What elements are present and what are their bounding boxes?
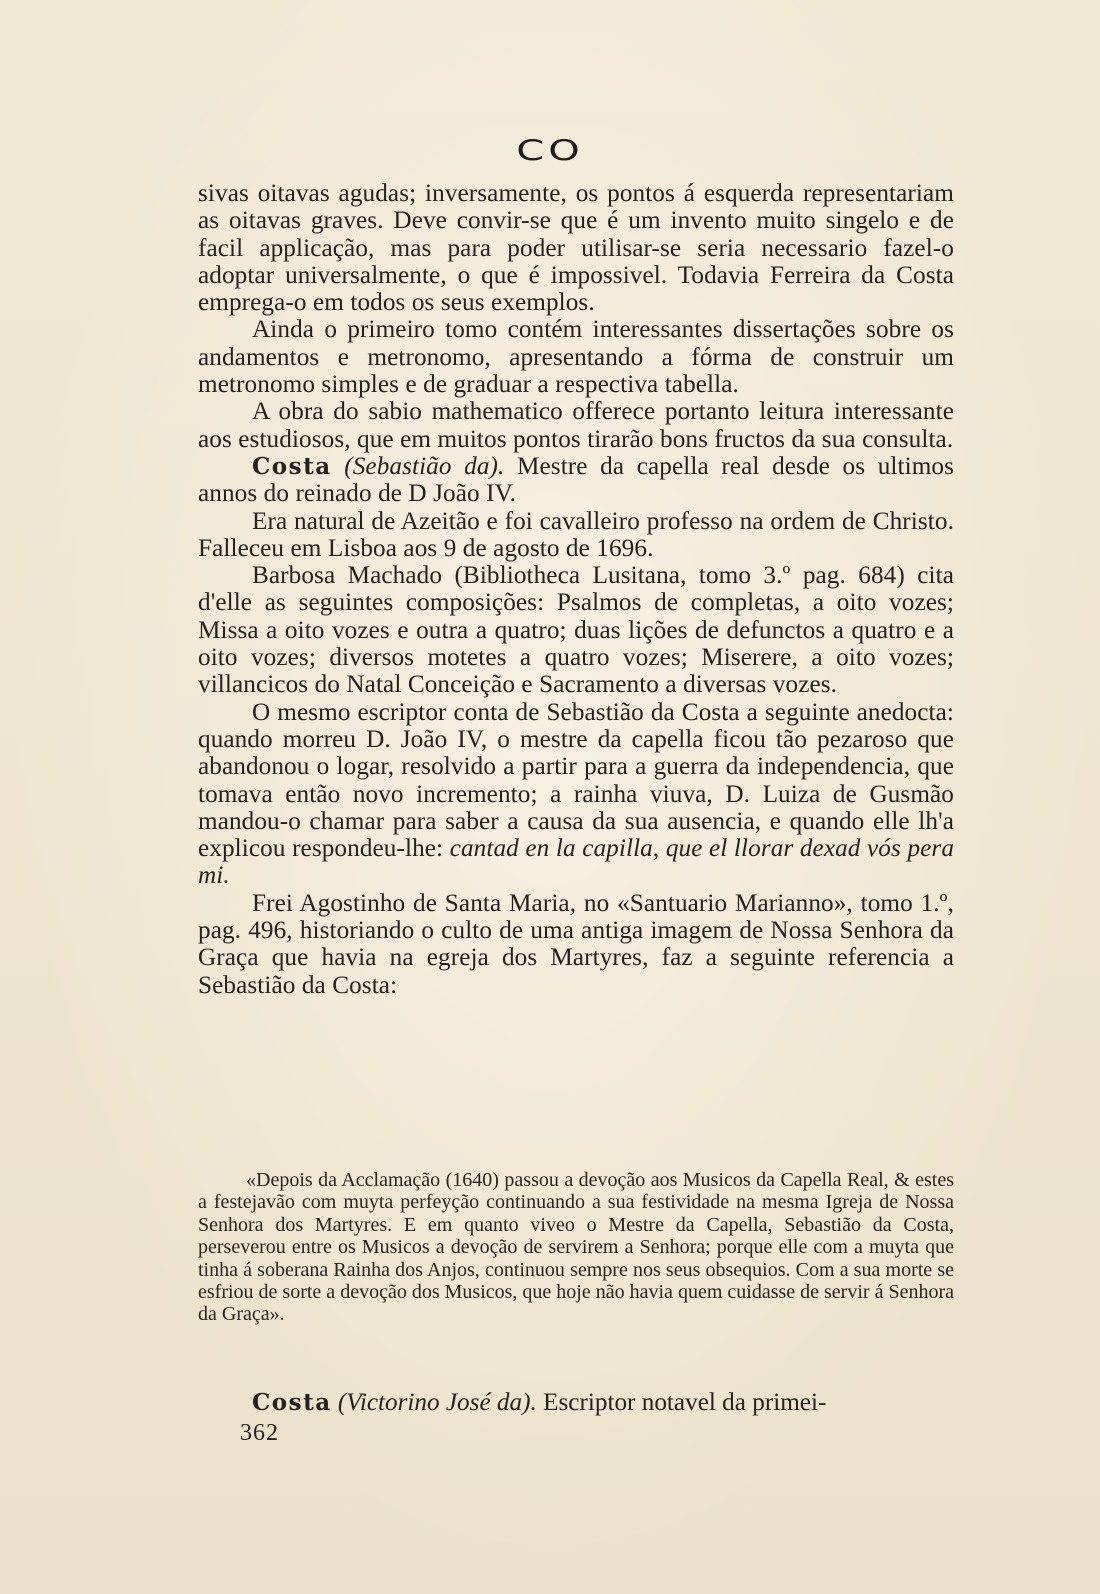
page-number: 362 (240, 1420, 279, 1446)
block-quote: «Depois da Acclamação (1640) passou a devoção aos Musicos da Capella Real, & estes a festejavão com muyta perfeyção continuando a sua festividade na mesma Igreja de Nossa Senhora dos Martyres. E em quanto viveo o Mestre da Capella, Sebastião da Costa, perseverou entre os Musicos a devoção de servirem a Senhora; porque elle com a muyta que tinha á soberana Rainha dos Anjos, continuou sempre nos seus obsequios. Com a sua morte se esfriou de sorte a devoção dos Musicos, que hoje não havia quem cuidasse de servir á Senhora da Graça». (198, 1169, 954, 1326)
paragraph-text: O mesmo escriptor conta de Sebastião da Costa a seguinte anedocta: quando morreu D. João IV, o mestre da capella ficou tão pezaroso que abandonou o logar, resolvido a partir para a guerra da independencia, que tomava então novo incremento; a rainha viuva, D. Luiza de Gusmão mandou-o chamar para saber a causa da sua ausencia, e quando elle lh'a explicou respondeu-lhe: (198, 698, 954, 863)
comma: , (652, 835, 666, 863)
entry-paragraph (198, 453, 954, 508)
spanish-quote: cantad en la capilla (449, 835, 653, 863)
paragraph: Frei Agostinho de Santa Maria, no «Santuario Marianno», tomo 1.º, pag. 496, historiando o culto de uma antiga imagem de Nossa Senhora da Graça que havia na egreja dos Martyres, faz a seguinte referencia a Sebastião da Costa: (198, 889, 954, 999)
entry-qualifier: (Victorino José da). (337, 1389, 537, 1416)
entry-text: Escriptor notavel da primei- (536, 1389, 827, 1416)
entry-text: Mestre da capella real desde os ultimos annos do reinado de D João IV. (198, 452, 954, 508)
paragraph: Era natural de Azeitão e foi cavalleiro professo na ordem de Christo. Falleceu em Lisboa aos 9 de agosto de 1696. (198, 507, 954, 562)
entry-name: Costa (252, 452, 332, 480)
entry-name: Costa (252, 1389, 332, 1416)
paragraph: sivas oitavas agudas; inversamente, os pontos á esquerda representariam as oitavas graves. Deve convir-se que é um invento muito singelo e de facil applicação, mas para poder utilisar-se seria necessario fazel-o adoptar universalmente, o que é impossivel. Todavia Ferreira da Costa emprega-o em todos os seus exemplos. (198, 180, 954, 317)
paragraph: Ainda o primeiro tomo contém interessantes dissertações sobre os andamentos e metronomo, apresentando a fórma de construir um metronomo simples e de graduar a respectiva tabella. (198, 316, 954, 399)
paragraph (198, 699, 954, 890)
paragraph: A obra do sabio mathematico offerece portanto leitura interessante aos estudiosos, que em muitos pontos tirarão bons fructos da sua consulta. (198, 398, 954, 453)
paragraph: Barbosa Machado (Bibliotheca Lusitana, tomo 3.º pag. 684) cita d'elle as seguintes composições: Psalmos de completas, a oito vozes; Missa a oito vozes e outra a quatro; duas lições de defunctos a quatro e a oito vozes; diversos motetes a quatro vozes; Miserere, a oito vozes; villancicos do Natal Conceição e Sacramento a diversas vozes. (198, 562, 954, 699)
entry-paragraph (198, 1389, 954, 1416)
spanish-quote-end: que el llorar dexad vós pera mi. (198, 835, 955, 890)
body-text (198, 180, 954, 999)
running-head: CO (516, 134, 584, 168)
entry-qualifier: (Sebastião da). (344, 452, 505, 480)
